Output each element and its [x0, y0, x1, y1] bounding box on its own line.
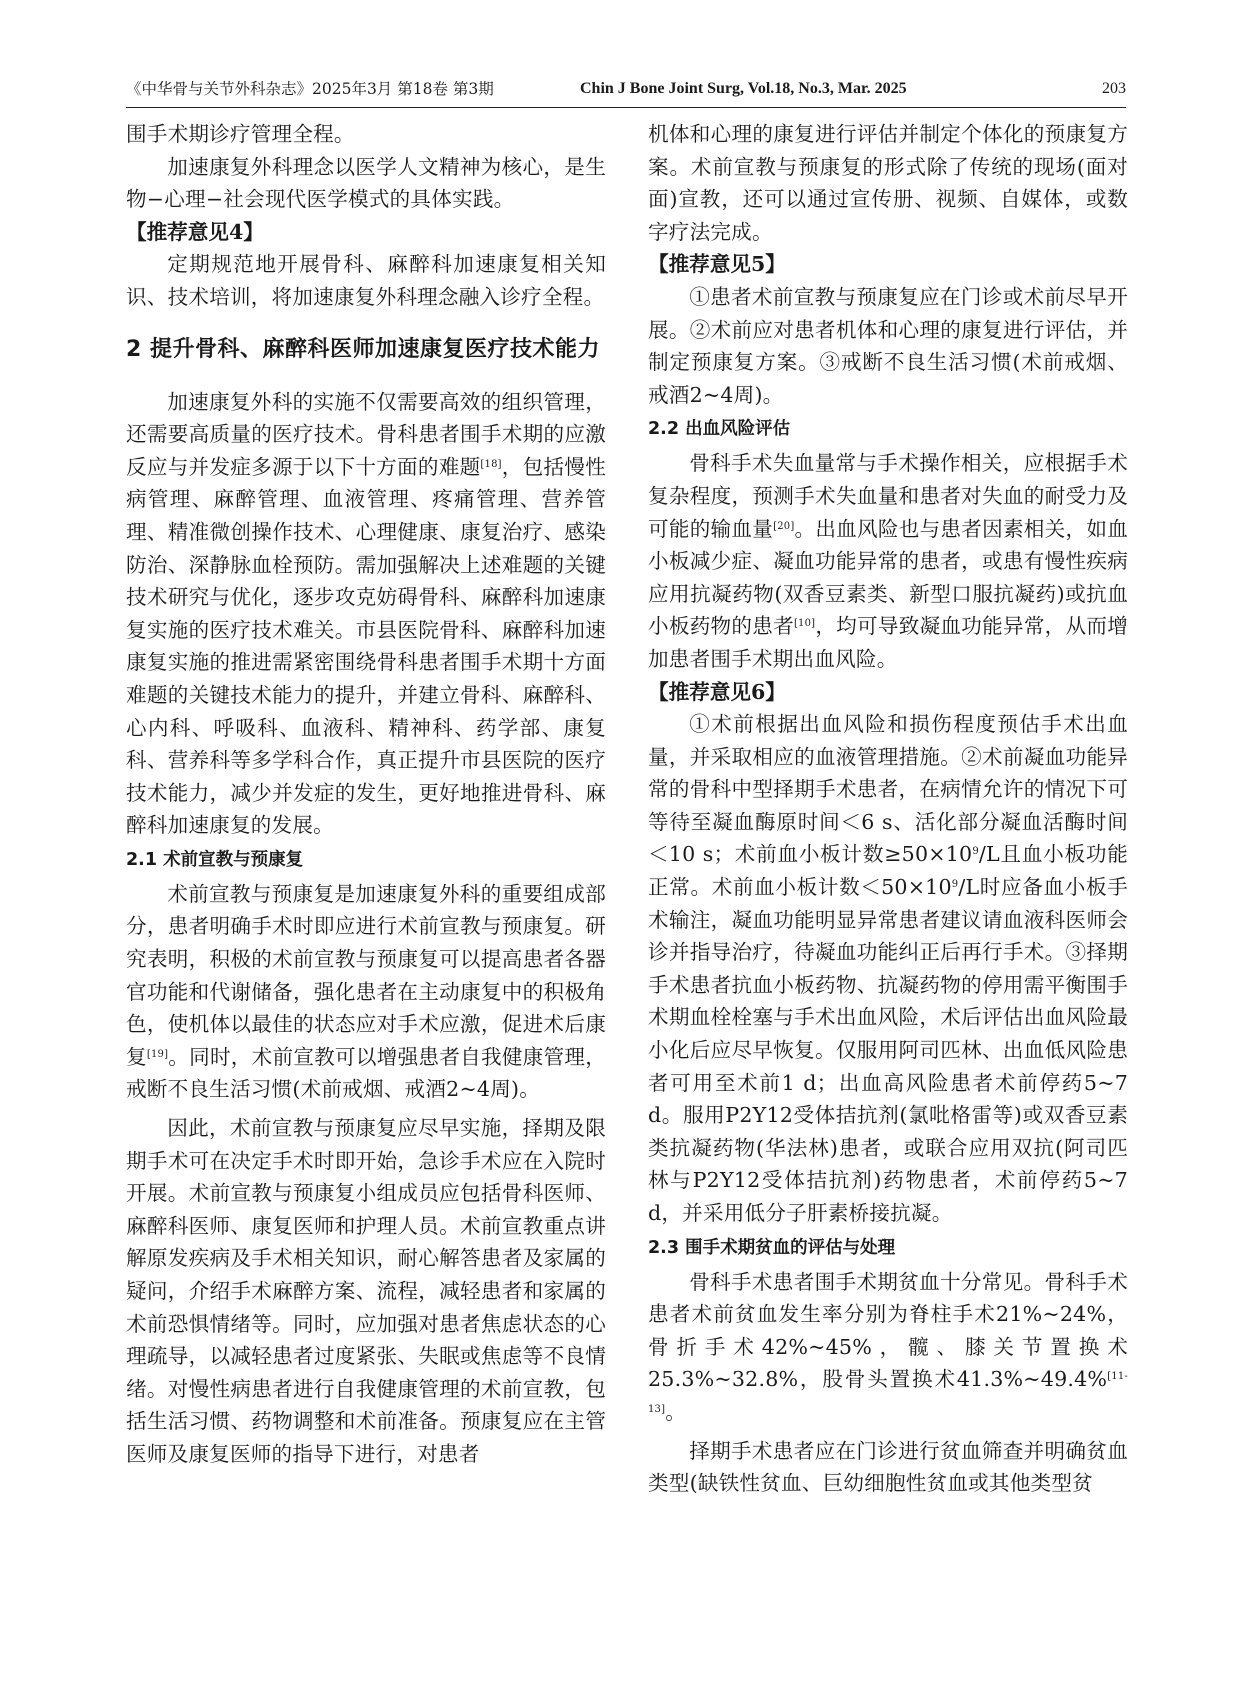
- citation: [10]: [793, 618, 816, 630]
- citation: [20]: [773, 520, 795, 532]
- journal-title-en: Chin J Bone Joint Surg, Vol.18, No.3, Mar. 2025: [580, 80, 907, 97]
- paragraph: 加速康复外科的实施不仅需要高效的组织管理，还需要高质量的医疗技术。骨科患者围手术期的应激反应与并发症多源于以下十方面的难题[18]，包括慢性病管理、麻醉管理、血液管理、疼痛管理、营养管理、精准微创操作技术、心理健康、康复治疗、感染防治、深静脉血栓预防。需加强解决上述难题的关键技术研究与优化，逐步攻克妨碍骨科、麻醉科加速康复实施的医疗技术难关。市县医院骨科、麻醉科加速康复实施的推进需紧密围绕骨科患者围手术期十方面难题的关键技术能力的提升，并建立骨科、麻醉科、心内科、呼吸科、血液科、精神科、药学部、康复科、营养科等多学科合作，真正提升市县医院的医疗技术能力，减少并发症的发生，更好地推进骨科、麻醉科加速康复的发展。: [126, 389, 606, 838]
- journal-title-cn: 《中华骨与关节外科杂志》2025年3月 第18卷 第3期: [126, 80, 494, 98]
- paragraph: 骨科手术失血量常与手术操作相关，应根据手术复杂程度，预测手术失血量和患者对失血的耐受力及可能的输血量[20]。出血风险也与患者因素相关，如血小板减少症、凝血功能异常的患者，或患有慢性疾病应用抗凝药物(双香豆素类、新型口服抗凝药)或抗血小板药物的患者[10]，均可导致凝血功能异常，从而增加患者围手术期出血风险。: [648, 451, 1129, 671]
- citation: [19]: [146, 1048, 169, 1060]
- exponent: 9: [951, 879, 959, 891]
- subsection-2-2-heading: 2.2 出血风险评估: [648, 419, 791, 440]
- paragraph: 择期手术患者应在门诊进行贫血筛查并明确贫血类型(缺铁性贫血、巨幼细胞性贫血或其他类型贫: [648, 1438, 1128, 1496]
- recommendation-4-text: 定期规范地开展骨科、麻醉科加速康复相关知识、技术培训，将加速康复外科理念融入诊疗全程。: [126, 252, 606, 309]
- recommendation-5-title: 【推荐意见5】: [648, 252, 786, 277]
- header-rule: [126, 107, 1126, 108]
- page-number: 203: [1102, 80, 1126, 97]
- running-header: [126, 76, 1126, 102]
- paragraph-continued: 机体和心理的康复进行评估并制定个体化的预康复方案。术前宣教与预康复的形式除了传统的现场(面对面)宣教，还可以通过宣传册、视频、自媒体，或数字疗法完成。: [648, 122, 1128, 244]
- recommendation-4-title: 【推荐意见4】: [126, 219, 264, 244]
- citation: [11-13]: [648, 1371, 1128, 1415]
- section-2-heading: 2 提升骨科、麻醉科医师加速康复医疗技术能力: [126, 336, 600, 362]
- recommendation-6-title: 【推荐意见6】: [648, 679, 786, 704]
- paragraph-continued: 围手术期诊疗管理全程。: [126, 122, 355, 146]
- subsection-2-1-heading: 2.1 术前宣教与预康复: [126, 849, 304, 870]
- left-column: [126, 118, 606, 1471]
- paragraph: 骨科手术患者围手术期贫血十分常见。骨科手术患者术前贫血发生率分别为脊柱手术21%~24%，骨折手术42%~45%，髋、膝关节置换术25.3%~32.8%，股骨头置换术41.3%~49.4%[11-13]。: [648, 1269, 1128, 1424]
- subsection-2-3-heading: 2.3 围手术期贫血的评估与处理: [648, 1237, 896, 1258]
- citation: [18]: [480, 458, 502, 470]
- recommendation-6-text: ①术前根据出血风险和损伤程度预估手术出血量，并采取相应的血液管理措施。②术前凝血功能异常的骨科中型择期手术患者，在病情允许的情况下可等待至凝血酶原时间＜6 s、活化部分凝血活酶时间＜10 s；术前血小板计数$\ge 50\times 10^9/L$且血小板功能正常。术前血小板计数$<50\times 10^9/L$时应备血小板手术输注，凝血功能明显异常患者建议请血液科医师会诊并指导治疗，待凝血功能纠正后再行手术。③择期手术患者抗血小板药物、抗凝药物的停用需平衡围手术期血栓栓塞与手术出血风险，术后评估出血风险最小化后应尽早恢复。仅服用阿司匹林、出血低风险患者可用至术前1 d；出血高风险患者术前停药5~7 d。服用P2Y12受体拮抗剂(氯吡格雷等)或双香豆素类抗凝药物(华法林)患者，或联合应用双抗(阿司匹林与P2Y12受体拮抗剂)药物患者，术前停药5~7 d，并采用低分子肝素桥接抗凝。: [648, 712, 1128, 1225]
- right-column: [648, 118, 1128, 1500]
- paragraph: 术前宣教与预康复是加速康复外科的重要组成部分，患者明确手术时即应进行术前宣教与预康复。研究表明，积极的术前宣教与预康复可以提高患者各器官功能和代谢储备，强化患者在主动康复中的积极角色，使机体以最佳的状态应对手术应激，促进术后康复[19]。同时，术前宣教可以增强患者自我健康管理，戒断不良生活习惯(术前戒烟、戒酒2~4周)。: [126, 881, 607, 1102]
- paragraph: 加速康复外科理念以医学人文精神为核心，是生物−心理−社会现代医学模式的具体实践。: [126, 154, 606, 212]
- exponent: 9: [972, 846, 979, 858]
- recommendation-5-text: ①患者术前宣教与预康复应在门诊或术前尽早开展。②术前应对患者机体和心理的康复进行评估，并制定预康复方案。③戒断不良生活习惯(术前戒烟、戒酒2~4周)。: [648, 284, 1128, 407]
- paragraph: 因此，术前宣教与预康复应尽早实施，择期及限期手术可在决定手术时即开始，急诊手术应在入院时开展。术前宣教与预康复小组成员应包括骨科医师、麻醉科医师、康复医师和护理人员。术前宣教重点讲解原发疾病及手术相关知识，耐心解答患者及家属的疑问，介绍手术麻醉方案、流程，减轻患者和家属的术前恐惧情绪等。同时，应加强对患者焦虑状态的心理疏导，以减轻患者过度紧张、失眠或焦虑等不良情绪。对慢性病患者进行自我健康管理的术前宣教，包括生活习惯、药物调整和术前准备。预康复应在主管医师及康复医师的指导下进行，对患者: [126, 1116, 606, 1466]
